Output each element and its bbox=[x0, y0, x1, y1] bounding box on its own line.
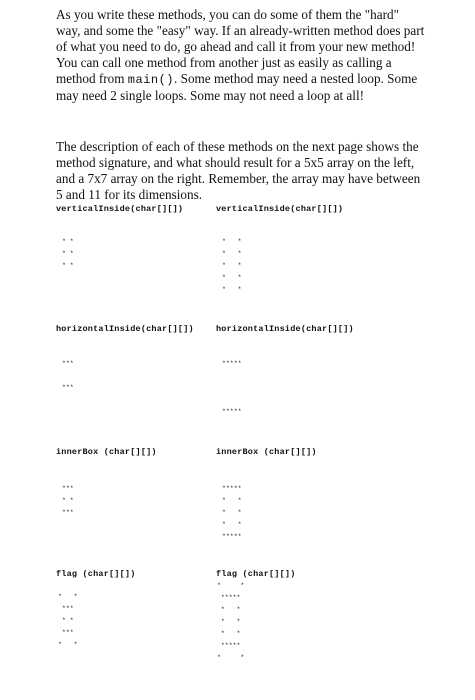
flag-5x5-output: * * *** * * *** * * bbox=[58, 593, 78, 648]
horizontal-inside-7x7-output: ***** ***** bbox=[222, 360, 242, 415]
vertical-inside-7x7-output: * * * * * * * * * * bbox=[222, 238, 242, 293]
horizontal-inside-right-signature: horizontalInside(char[][]) bbox=[216, 324, 354, 334]
inner-box-7x7-output: ***** * * * * * * ***** bbox=[222, 485, 242, 540]
vertical-inside-right-signature: verticalInside(char[][]) bbox=[216, 204, 344, 214]
flag-left-signature: flag (char[][]) bbox=[56, 569, 136, 579]
vertical-inside-left-signature: verticalInside(char[][]) bbox=[56, 204, 184, 214]
description-paragraph: The description of each of these methods on the next page shows the method signature, and what should result for a 5x5 array on the left, and a 7x7 array on the right. Remember, the array may have between 5 and 11 for its dimensions. bbox=[56, 139, 421, 202]
inner-box-right-signature: innerBox (char[][]) bbox=[216, 447, 317, 457]
flag-7x7-output: * * ***** * * * * * * ***** * * bbox=[217, 582, 245, 661]
horizontal-inside-5x5-output: *** *** bbox=[62, 360, 74, 391]
inner-box-5x5-output: *** * * *** bbox=[62, 485, 74, 516]
flag-right-signature: flag (char[][]) bbox=[216, 569, 296, 579]
inner-box-left-signature: innerBox (char[][]) bbox=[56, 447, 157, 457]
horizontal-inside-left-signature: horizontalInside(char[][]) bbox=[56, 324, 194, 334]
intro-text-end: . Some method may need a nested loop. Some may need 2 single loops. Some may not need a loop at all! bbox=[56, 71, 418, 103]
intro-paragraph bbox=[56, 7, 426, 104]
intro-text-start: As you write these methods, you can do some of them the "hard" way, and some the "easy" way. If an already-written method does part of what you need to do, go ahead and call it from your new method! You can call one method from another just as easily as calling a method from bbox=[56, 7, 425, 86]
vertical-inside-5x5-output: * * * * * * bbox=[62, 238, 74, 269]
main-method-code: main() bbox=[127, 73, 175, 87]
